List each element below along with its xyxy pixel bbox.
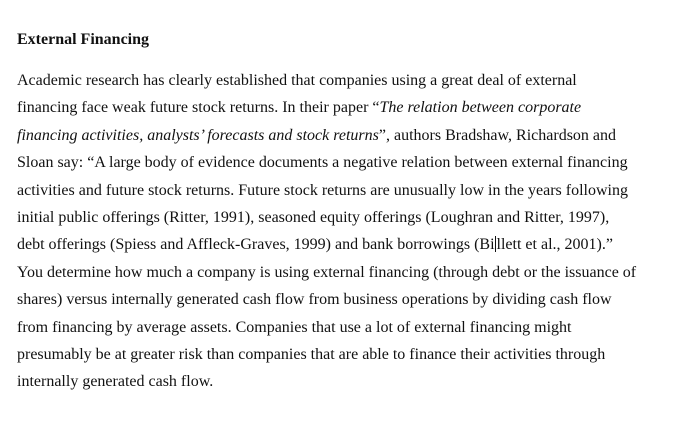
text-line-11: presumably be at greater risk than companies that are able to finance their activities through — [17, 346, 606, 364]
text-segment: financing face weak future stock returns. In their paper “ — [17, 99, 380, 117]
paper-title-part-1: The relation between corporate — [379, 99, 582, 117]
text-line-9: shares) versus internally generated cash flow from business operations by dividing cash flow — [17, 291, 612, 309]
text-segment: ”, authors Bradshaw, Richardson and — [378, 126, 617, 144]
text-segment: debt offerings (Spiess and Affleck-Graves, 1999) and bank borrowings (Bi — [17, 236, 495, 254]
text-line-2 — [17, 94, 672, 121]
text-line-8: You determine how much a company is using external financing (through debt or the issuance of — [17, 263, 637, 281]
document-page[interactable] — [17, 30, 672, 396]
text-line-12: internally generated cash flow. — [17, 373, 214, 391]
text-line-10: from financing by average assets. Companies that use a lot of external financing might — [17, 318, 572, 336]
text-line-1: Academic research has clearly established that companies using a great deal of external — [17, 72, 577, 89]
section-heading: External Financing — [17, 31, 150, 48]
text-line-6: initial public offerings (Ritter, 1991), seasoned equity offerings (Loughran and Ritter, 1997), — [17, 209, 610, 227]
body-paragraph[interactable] — [17, 67, 672, 396]
paper-title-part-2: financing activities, analysts’ forecasts and stock returns — [17, 126, 379, 144]
text-line-3 — [17, 122, 672, 149]
text-segment: llett et al., 2001).” — [496, 236, 613, 254]
text-line-5: activities and future stock returns. Future stock returns are unusually low in the years following — [17, 181, 628, 199]
text-line-4: Sloan say: “A large body of evidence documents a negative relation between external financing — [17, 154, 628, 172]
text-line-7 — [17, 231, 672, 258]
